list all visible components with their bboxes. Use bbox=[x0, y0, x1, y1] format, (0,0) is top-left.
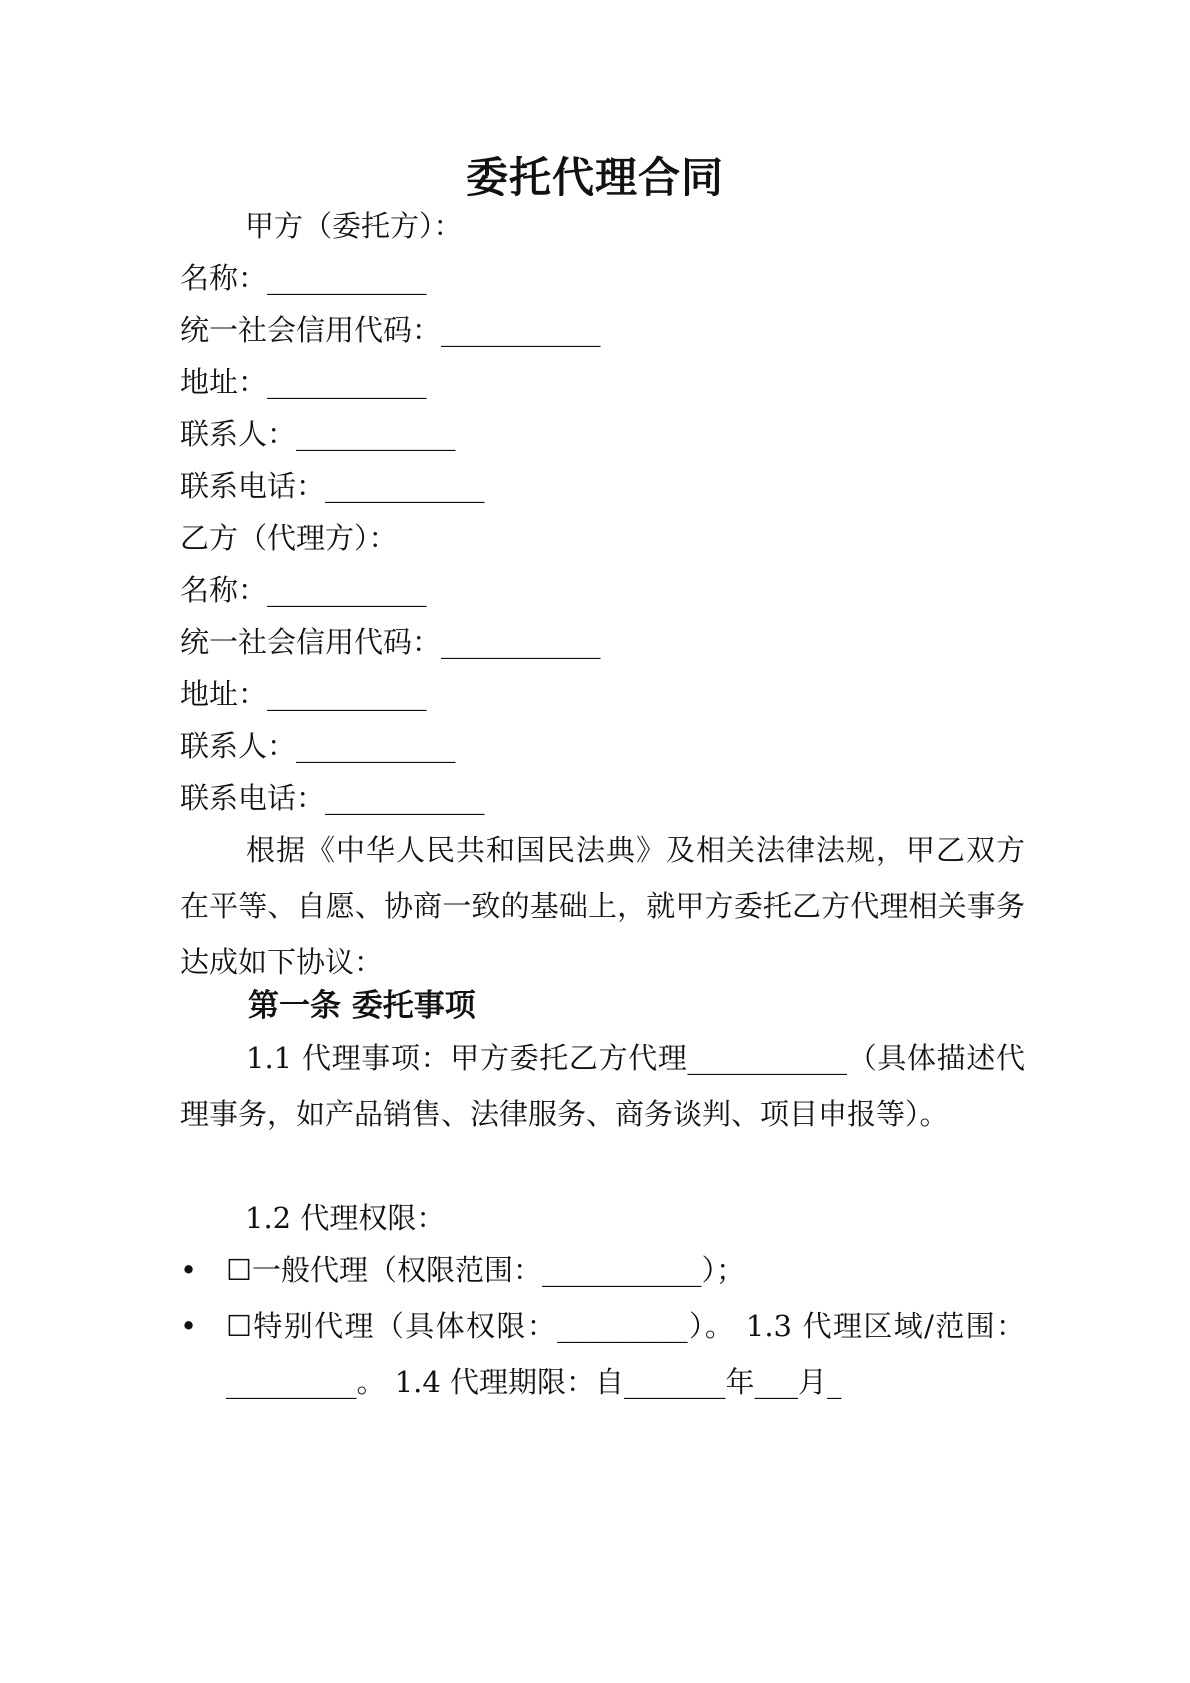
party-b-address: 地址：___________ bbox=[180, 677, 427, 711]
party-a-contact: 联系人：___________ bbox=[180, 417, 456, 451]
party-b-header: 乙方（代理方）： bbox=[180, 521, 398, 555]
party-a-header: 甲方（委托方）： bbox=[245, 209, 463, 243]
bullet-text: ☐一般代理（权限范围：___________）； bbox=[226, 1253, 745, 1287]
party-b-credit-code: 统一社会信用代码：___________ bbox=[180, 625, 601, 659]
party-a-phone: 联系电话：___________ bbox=[180, 469, 485, 503]
bullet-item-general-agency bbox=[180, 1242, 1025, 1298]
article-1-item-1-2: 1.2 代理权限： bbox=[245, 1201, 446, 1235]
party-a-name: 名称：___________ bbox=[180, 261, 427, 295]
party-b-contact: 联系人：___________ bbox=[180, 729, 456, 763]
preamble-paragraph: 根据《中华人民共和国民法典》及相关法律法规，甲乙双方在平等、自愿、协商一致的基础上，就甲方委托乙方代理相关事务达成如下协议： bbox=[180, 833, 1025, 979]
document-title: 委托代理合同 bbox=[465, 153, 724, 202]
party-b-name: 名称：___________ bbox=[180, 573, 427, 607]
bullet-icon: • bbox=[180, 1309, 198, 1343]
bullet-item-special-agency bbox=[180, 1298, 1025, 1410]
bullet-icon: • bbox=[180, 1253, 198, 1287]
party-b-phone: 联系电话：___________ bbox=[180, 781, 485, 815]
article-1-item-1-1: 1.1 代理事项：甲方委托乙方代理___________（具体描述代理事务，如产品销售、法律服务、商务谈判、项目申报等）。 bbox=[180, 1041, 1025, 1131]
article-1-heading: 第一条 委托事项 bbox=[248, 988, 476, 1024]
bullet-text: ☐特别代理（具体权限：_________）。 1.3 代理区域/范围：_________。 1.4 代理期限：自_______年___月_ bbox=[226, 1309, 1025, 1399]
party-a-credit-code: 统一社会信用代码：___________ bbox=[180, 313, 601, 347]
party-a-address: 地址：___________ bbox=[180, 365, 427, 399]
